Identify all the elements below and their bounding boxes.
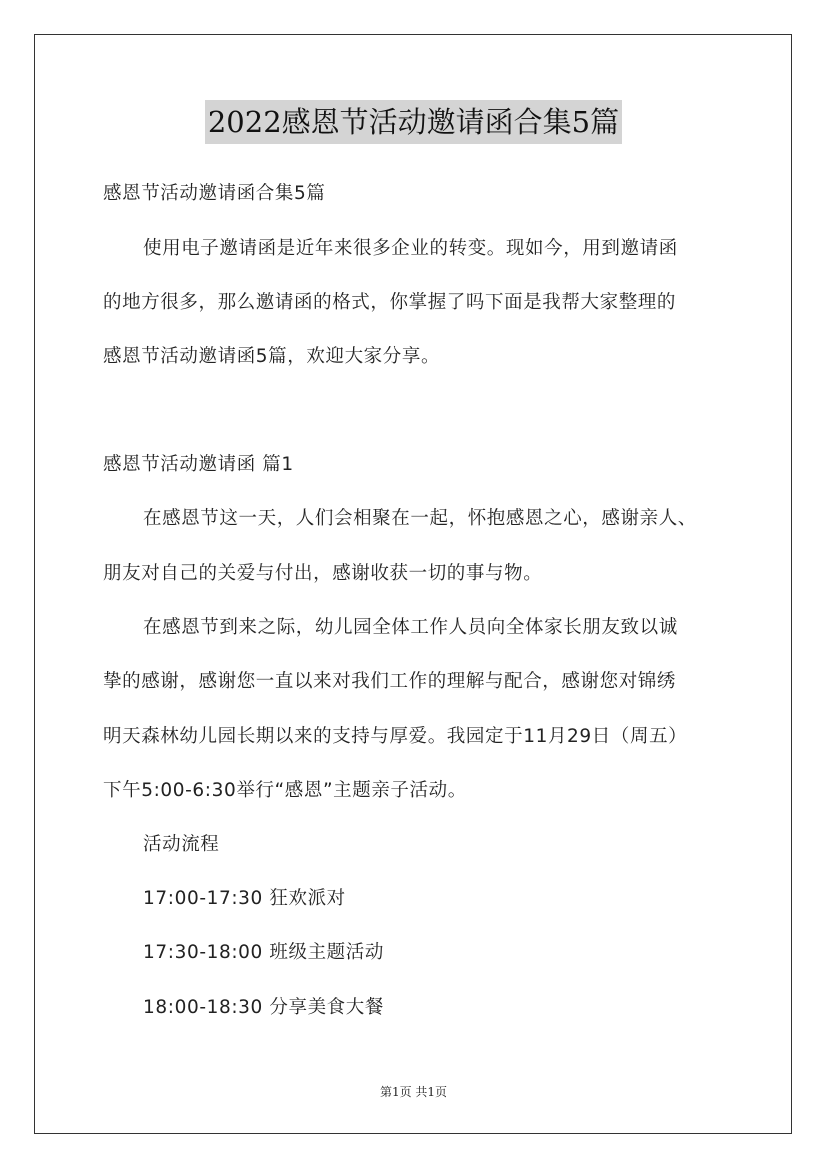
subtitle: 感恩节活动邀请函合集5篇 — [103, 183, 326, 204]
schedule-item-1: 17:00-17:30 狂欢派对 — [143, 888, 346, 909]
section-heading: 感恩节活动邀请函 篇1 — [103, 454, 294, 475]
para1-line-1: 在感恩节这一天，人们会相聚在一起，怀抱感恩之心，感谢亲人、 — [143, 508, 697, 529]
title-wrap — [0, 100, 827, 144]
document-title: 2022感恩节活动邀请函合集5篇 — [205, 100, 622, 144]
schedule-item-3: 18:00-18:30 分享美食大餐 — [143, 997, 384, 1018]
intro-line-2: 的地方很多，那么邀请函的格式，你掌握了吗下面是我帮大家整理的 — [103, 292, 677, 313]
para1-line-2: 朋友对自己的关爱与付出，感谢收获一切的事与物。 — [103, 563, 543, 584]
schedule-item-2: 17:30-18:00 班级主题活动 — [143, 942, 384, 963]
para2-line-4: 下午5:00-6:30举行“感恩”主题亲子活动。 — [103, 780, 467, 801]
para2-line-3: 明天森林幼儿园长期以来的支持与厚爱。我园定于11月29日（周五） — [103, 726, 688, 747]
intro-line-3: 感恩节活动邀请函5篇，欢迎大家分享。 — [103, 346, 441, 367]
schedule-heading: 活动流程 — [143, 834, 220, 855]
para2-line-2: 挚的感谢，感谢您一直以来对我们工作的理解与配合，感谢您对锦绣 — [103, 671, 677, 692]
page-footer: 第1页 共1页 — [379, 1085, 448, 1099]
intro-line-1: 使用电子邀请函是近年来很多企业的转变。现如今，用到邀请函 — [143, 238, 678, 259]
para2-line-1: 在感恩节到来之际，幼儿园全体工作人员向全体家长朋友致以诚 — [143, 617, 678, 638]
